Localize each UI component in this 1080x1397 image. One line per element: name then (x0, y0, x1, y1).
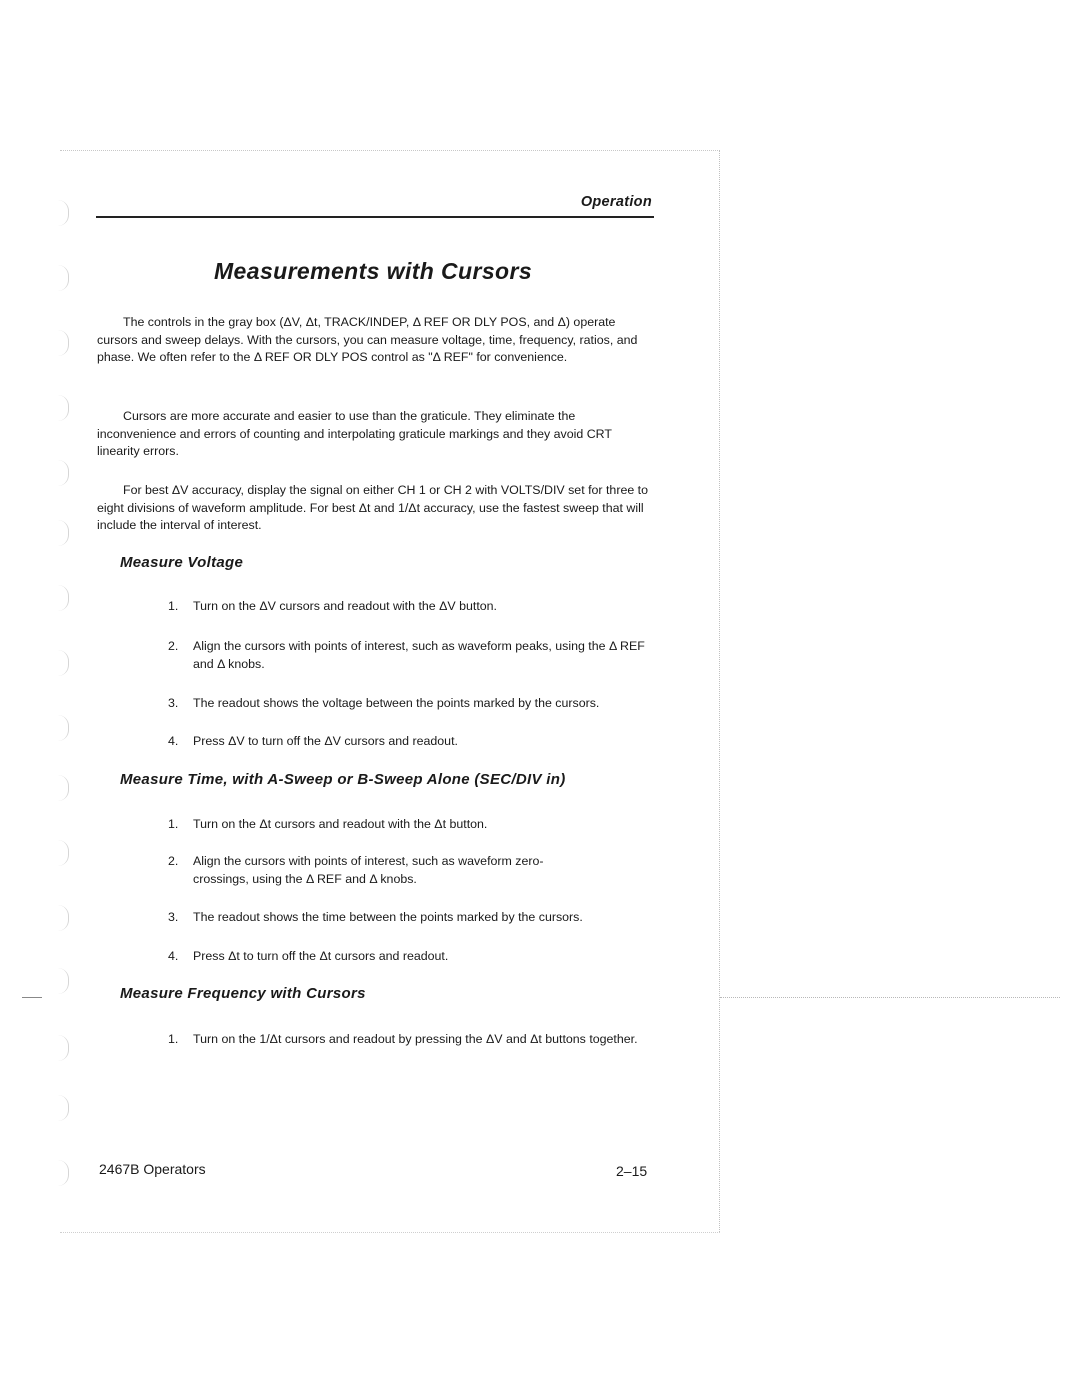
intro-paragraph-best-accuracy: For best ΔV accuracy, display the signal on either CH 1 or CH 2 with VOLTS/DIV set for three to eight divisions of waveform amplitude. For best Δt and 1/Δt accuracy, use the fastest sweep that will include the interval of interest. (97, 483, 648, 532)
step-text: Turn on the 1/Δt cursors and readout by pressing the ΔV and Δt buttons together. (193, 1032, 638, 1046)
binding-hole-mark (58, 968, 69, 994)
intro-paragraph-accuracy: Cursors are more accurate and easier to use than the graticule. They eliminate the inconvenience and errors of counting and interpolating graticule markings and they avoid CRT linearity errors. (97, 409, 612, 458)
binding-hole-mark (58, 775, 69, 801)
running-header-section: Operation (580, 194, 652, 210)
section-heading-measure-frequency: Measure Frequency with Cursors (120, 985, 366, 1002)
step-text: Align the cursors with points of interest, such as waveform zero-crossings, using the Δ REF and Δ knobs. (193, 854, 544, 886)
step-text: Align the cursors with points of interest, such as waveform peaks, using the Δ REF and Δ knobs. (193, 639, 645, 671)
step-number: 2. (168, 639, 179, 653)
section-heading-measure-voltage: Measure Voltage (120, 554, 244, 571)
header-rule (96, 216, 654, 218)
page-edge-top (60, 150, 720, 151)
section-heading-measure-time: Measure Time, with A-Sweep or B-Sweep Alone (SEC/DIV in) (120, 771, 566, 788)
list-item (168, 852, 658, 888)
page-edge-right (719, 150, 720, 1232)
step-text: Turn on the Δt cursors and readout with the Δt button. (193, 817, 488, 831)
binding-hole-mark (58, 1035, 69, 1061)
binding-hole-mark (58, 520, 69, 546)
intro-paragraph-controls: The controls in the gray box (ΔV, Δt, TRACK/INDEP, Δ REF OR DLY POS, and Δ) operate cursors and sweep delays. With the cursors, you can measure voltage, time, frequency, ratios, and phase. We often refer to the Δ REF OR DLY POS control as "Δ REF" for convenience. (97, 315, 638, 364)
margin-dash (22, 997, 42, 998)
list-item (168, 597, 658, 615)
binding-hole-mark (58, 395, 69, 421)
step-number: 1. (168, 1032, 179, 1046)
step-text: Press ΔV to turn off the ΔV cursors and readout. (193, 734, 458, 748)
step-number: 3. (168, 696, 179, 710)
binding-hole-mark (58, 330, 69, 356)
step-number: 4. (168, 949, 179, 963)
binding-hole-mark (58, 460, 69, 486)
list-item (168, 815, 658, 833)
binding-hole-mark (58, 1160, 69, 1186)
step-number: 2. (168, 854, 179, 868)
binding-hole-mark (58, 265, 69, 291)
binding-hole-mark (58, 840, 69, 866)
list-item (168, 732, 658, 750)
binding-hole-mark (58, 650, 69, 676)
binding-hole-mark (58, 585, 69, 611)
step-text: Press Δt to turn off the Δt cursors and readout. (193, 949, 449, 963)
page-edge-bottom (60, 1232, 720, 1233)
binding-hole-mark (58, 715, 69, 741)
step-number: 1. (168, 599, 179, 613)
footer-manual-title: 2467B Operators (99, 1161, 206, 1177)
list-item (168, 637, 658, 673)
list-item (168, 1030, 658, 1048)
page-title: Measurements with Cursors (214, 258, 533, 284)
page-number: 2–15 (616, 1163, 648, 1179)
binding-hole-mark (58, 200, 69, 226)
step-number: 3. (168, 910, 179, 924)
list-item (168, 947, 658, 965)
step-number: 1. (168, 817, 179, 831)
step-text: The readout shows the time between the points marked by the cursors. (193, 910, 583, 924)
list-item (168, 694, 658, 712)
step-text: Turn on the ΔV cursors and readout with the ΔV button. (193, 599, 497, 613)
list-item (168, 908, 658, 926)
page-edge-fold-line (720, 997, 1060, 998)
step-text: The readout shows the voltage between the points marked by the cursors. (193, 696, 600, 710)
binding-hole-mark (58, 905, 69, 931)
binding-hole-mark (58, 1095, 69, 1121)
step-number: 4. (168, 734, 179, 748)
